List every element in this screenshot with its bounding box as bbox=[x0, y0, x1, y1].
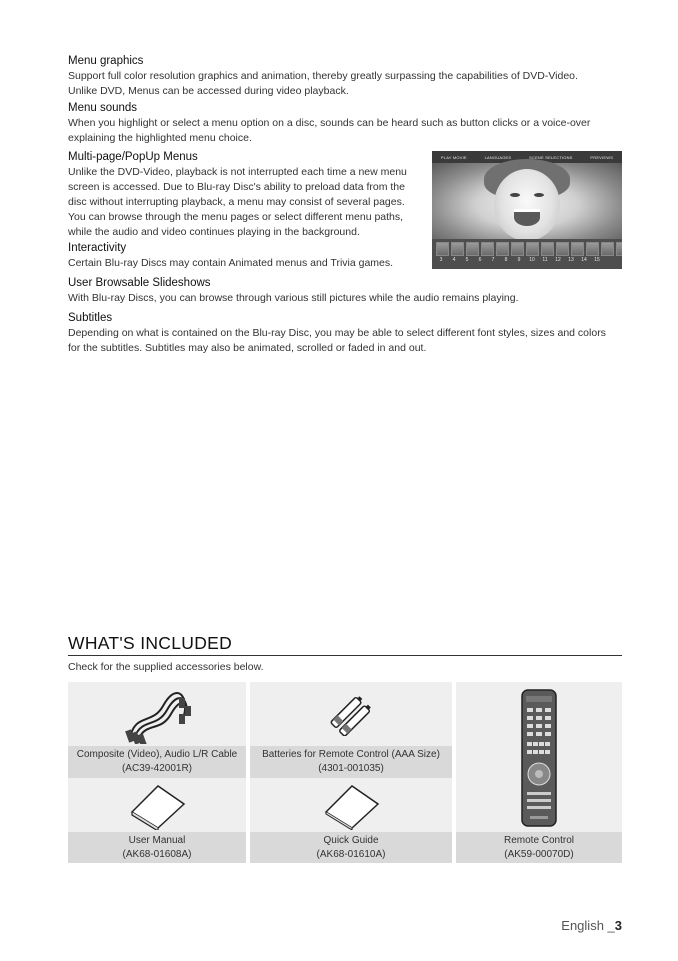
section-text: Depending on what is contained on the Blu-ray Disc, you may be able to select different font styles, sizes and colors for the subtitles. Subtitles may also be animated, scrolled or faded in and out. bbox=[68, 327, 606, 354]
scene-numbers bbox=[436, 257, 602, 263]
accessory-caption bbox=[456, 832, 622, 863]
scene-thumbnail bbox=[496, 242, 509, 256]
manual-icon bbox=[128, 782, 188, 830]
guide-icon bbox=[322, 782, 382, 830]
section-menu-sounds bbox=[68, 101, 628, 146]
scene-number: 7 bbox=[491, 257, 495, 263]
scene-thumbnail bbox=[556, 242, 569, 256]
scene-number: 15 bbox=[594, 257, 600, 263]
scene-number: 11 bbox=[542, 257, 548, 263]
section-text: Certain Blu-ray Discs may contain Animated menus and Trivia games. bbox=[68, 257, 394, 269]
scene-thumbnail bbox=[601, 242, 614, 256]
scene-thumbnail bbox=[451, 242, 464, 256]
child-photo bbox=[432, 163, 622, 239]
remote-icon bbox=[520, 688, 558, 828]
scene-thumbnail bbox=[466, 242, 479, 256]
accessory-caption bbox=[250, 746, 452, 778]
scene-number: 12 bbox=[555, 257, 561, 263]
section-subtitle: Check for the supplied accessories below. bbox=[68, 661, 264, 673]
accessory-code: (AK68-01610A) bbox=[316, 848, 386, 860]
accessory-cell-remote bbox=[456, 682, 622, 832]
accessory-cell-manual bbox=[68, 778, 246, 832]
section-text: Support full color resolution graphics and animation, thereby greatly surpassing the capabilities of DVD-Video. Unlike DVD, Menus can be accessed during video playback. bbox=[68, 70, 578, 97]
popup-menu-screenshot bbox=[432, 151, 622, 269]
menu-item: SCENE SELECTIONS bbox=[529, 154, 573, 160]
footer-language: English _ bbox=[561, 918, 615, 933]
accessory-code: (AK59-00070D) bbox=[504, 848, 574, 860]
accessory-name: Composite (Video), Audio L/R Cable bbox=[76, 749, 238, 760]
accessory-caption bbox=[68, 832, 246, 863]
section-menu-graphics bbox=[68, 54, 628, 99]
scene-number: 13 bbox=[568, 257, 574, 263]
scene-thumbnail bbox=[586, 242, 599, 256]
accessory-caption bbox=[68, 746, 246, 778]
section-text: When you highlight or select a menu option on a disc, sounds can be heard such as button clicks or a voice-over explaining the highlighted menu choice. bbox=[68, 117, 591, 144]
page-footer bbox=[561, 918, 622, 933]
menu-item: LANGUAGES bbox=[484, 154, 512, 160]
menu-item: PLAY MOVIE bbox=[440, 154, 467, 160]
scene-number: 5 bbox=[465, 257, 469, 263]
scene-thumbnail bbox=[481, 242, 494, 256]
accessory-name: Batteries for Remote Control (AAA Size) bbox=[262, 749, 440, 760]
section-heading: User Browsable Slideshows bbox=[68, 277, 211, 289]
scene-number: 3 bbox=[439, 257, 443, 263]
page-number: 3 bbox=[614, 918, 622, 933]
section-text: With Blu-ray Discs, you can browse through various still pictures while the audio remains playing. bbox=[68, 292, 519, 304]
section-subtitles bbox=[68, 311, 628, 356]
accessory-cell-guide bbox=[250, 778, 452, 832]
scene-selection-strip bbox=[432, 239, 622, 269]
scene-number: 14 bbox=[581, 257, 587, 263]
scene-number: 6 bbox=[478, 257, 482, 263]
accessory-name: Remote Control bbox=[503, 834, 575, 846]
scene-thumbnails bbox=[436, 242, 622, 256]
accessory-name: User Manual bbox=[128, 834, 186, 846]
section-heading: Menu sounds bbox=[68, 102, 138, 114]
section-popup-menus bbox=[68, 150, 428, 240]
scene-thumbnail bbox=[436, 242, 449, 256]
accessory-code: (4301-001035) bbox=[318, 763, 384, 774]
section-heading: Subtitles bbox=[68, 312, 113, 324]
section-heading: Menu graphics bbox=[68, 55, 144, 67]
accessory-name: Quick Guide bbox=[323, 834, 379, 846]
scene-thumbnail bbox=[571, 242, 584, 256]
scene-thumbnail bbox=[511, 242, 524, 256]
section-interactivity bbox=[68, 241, 428, 271]
accessory-code: (AC39-42001R) bbox=[121, 763, 193, 774]
cable-icon bbox=[123, 684, 193, 744]
batteries-icon bbox=[328, 696, 374, 736]
scene-number: 10 bbox=[529, 257, 535, 263]
scene-number: 8 bbox=[504, 257, 508, 263]
scene-thumbnail bbox=[541, 242, 554, 256]
accessory-code: (AK68-01608A) bbox=[122, 848, 192, 860]
section-title: WHAT'S INCLUDED bbox=[68, 633, 622, 656]
section-heading: Multi-page/PopUp Menus bbox=[68, 151, 198, 163]
scene-number: 9 bbox=[517, 257, 521, 263]
scene-thumbnail bbox=[526, 242, 539, 256]
accessory-caption bbox=[250, 832, 452, 863]
menu-item: PREVIEWS bbox=[590, 154, 614, 160]
accessory-cell-batteries bbox=[250, 682, 452, 746]
scene-thumbnail bbox=[616, 242, 622, 256]
scene-number: 4 bbox=[452, 257, 456, 263]
section-heading: Interactivity bbox=[68, 242, 127, 254]
section-slideshows bbox=[68, 276, 628, 306]
section-text: Unlike the DVD-Video, playback is not interrupted each time a new menu screen is accessed. Due to Blu-ray Disc's ability to preload data from the disc without interrupting playback, a menu may consist of several pages. You can browse through the menu pages or select different menu paths, while the audio and video continues playing in the background. bbox=[68, 166, 407, 238]
accessory-cell-cable bbox=[68, 682, 246, 746]
